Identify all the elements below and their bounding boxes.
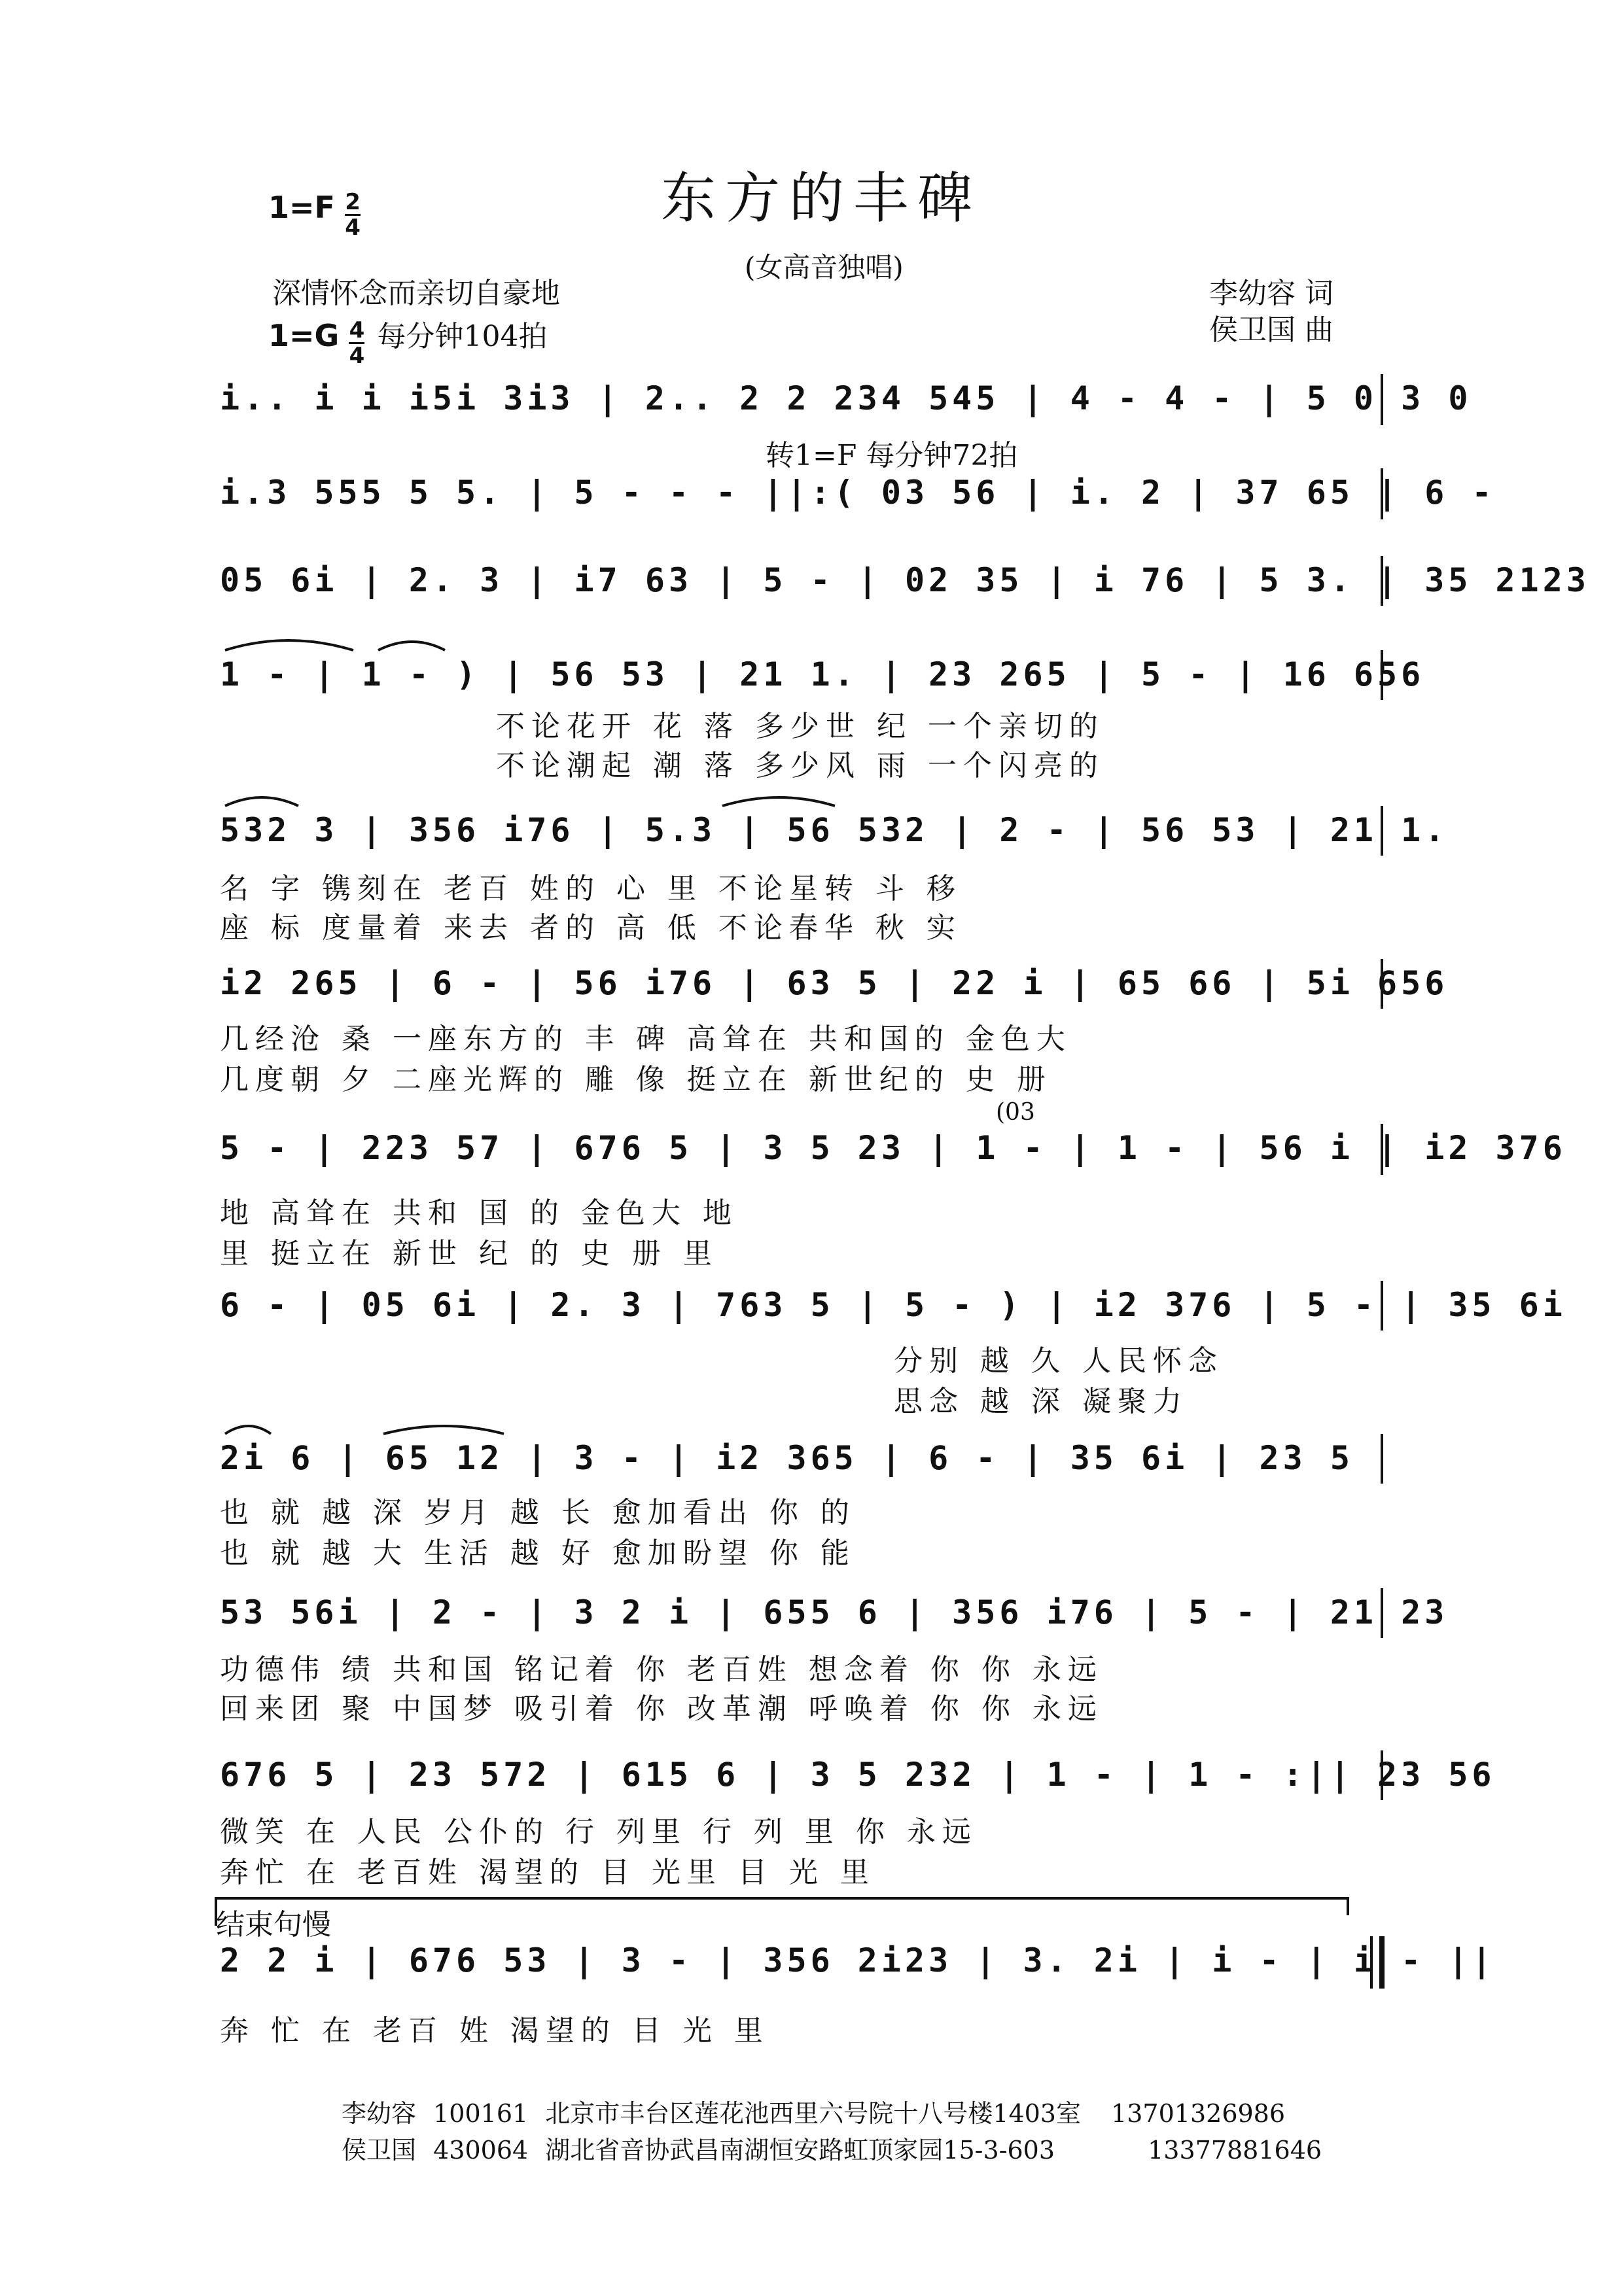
lyrics-row-10-verse-1: 功德伟 绩 共和国 铭记着 你 老百姓 想念着 你 你 永远 bbox=[220, 1653, 1103, 1686]
lyrics-row-6-verse-2: 几度朝 夕 二座光辉的 雕 像 挺立在 新世纪的 史 册 bbox=[220, 1063, 1052, 1096]
score-row-3: 05 6i | 2. 3 | i7 63 | 5 - | 02 35 | i 76 | 5 3. | 35 2123 bbox=[220, 561, 1590, 599]
lyricist-credit: 李幼容 词 bbox=[1209, 277, 1333, 310]
score-row-6: i2 265 | 6 - | 56 i76 | 63 5 | 22 i | 65 66 | 5i 656 bbox=[220, 964, 1449, 1002]
contact-address: 北京市丰台区莲花池西里六号院十八号楼1403室 bbox=[545, 2099, 1081, 2128]
score-row-8: 6 - | 05 6i | 2. 3 | 763 5 | 5 - ) | i2 376 | 5 - | 35 6i bbox=[220, 1286, 1566, 1324]
time-signature-2: $\frac{4}{4}$ bbox=[349, 317, 365, 369]
lyrics-row-11-verse-2: 奔忙 在 老百姓 渴望的 目 光里 目 光 里 bbox=[220, 1856, 875, 1889]
tempo-marking: 每分钟104拍 bbox=[377, 320, 548, 353]
contact-postcode: 100161 bbox=[433, 2099, 529, 2128]
song-subtitle: (女高音独唱) bbox=[745, 251, 904, 283]
lyrics-row-12: 奔 忙 在 老百 姓 渴望的 目 光 里 bbox=[220, 2014, 769, 2047]
key-signature-1 bbox=[268, 190, 361, 239]
song-title: 东方的丰碑 bbox=[661, 166, 982, 230]
composer-credit: 侯卫国 曲 bbox=[1209, 313, 1333, 347]
score-row-9: 2i 6 | 65 12 | 3 - | i2 365 | 6 - | 35 6i | 23 5 bbox=[220, 1439, 1354, 1477]
score-row-1: i.. i i i5i 3i3 | 2.. 2 2 234 545 | 4 - 4 - | 5 0 3 0 bbox=[220, 379, 1472, 417]
lyrics-row-5-verse-1: 名 字 镌刻在 老百 姓的 心 里 不论星转 斗 移 bbox=[220, 872, 962, 905]
time-signature-1: $\frac{2}{4}$ bbox=[345, 189, 361, 241]
lyrics-row-10-verse-2: 回来团 聚 中国梦 吸引着 你 改革潮 呼唤着 你 你 永远 bbox=[220, 1692, 1103, 1726]
lyrics-row-9-verse-1: 也 就 越 深 岁月 越 长 愈加看出 你 的 bbox=[220, 1496, 856, 1529]
score-row-7: 5 - | 223 57 | 676 5 | 3 5 23 | 1 - | 1 - | 56 i | i2 376 bbox=[220, 1129, 1566, 1167]
expression-marking: 深情怀念而亲切自豪地 bbox=[272, 277, 560, 310]
lyrics-row-8-verse-1: 分别 越 久 人民怀念 bbox=[894, 1344, 1224, 1378]
lyrics-row-11-verse-1: 微笑 在 人民 公仆的 行 列里 行 列 里 你 永远 bbox=[220, 1815, 978, 1849]
contact-postcode: 430064 bbox=[433, 2136, 529, 2165]
contact-address: 湖北省音协武昌南湖恒安路虹顶家园15-3-603 bbox=[545, 2136, 1055, 2165]
lyrics-row-5-verse-2: 座 标 度量着 来去 者的 高 低 不论春华 秋 实 bbox=[220, 911, 962, 945]
lyrics-row-9-verse-2: 也 就 越 大 生活 越 好 愈加盼望 你 能 bbox=[220, 1537, 856, 1570]
contact-phone: 13377881646 bbox=[1148, 2136, 1322, 2165]
score-row-4: 1 - | 1 - ) | 56 53 | 21 1. | 23 265 | 5 - | 16 656 bbox=[220, 655, 1425, 693]
score-row-2: i.3 555 5 5. | 5 - - - ||:( 03 56 | i. 2 | 37 65 | 6 - bbox=[220, 474, 1496, 512]
key-label: 1=G bbox=[268, 318, 340, 353]
lyrics-row-6-verse-1: 几经沧 桑 一座东方的 丰 碑 高耸在 共和国的 金色大 bbox=[220, 1022, 1072, 1056]
lyrics-row-4-verse-2: 不论潮起 潮 落 多少风 雨 一个闪亮的 bbox=[496, 749, 1104, 782]
score-row-5: 532 3 | 356 i76 | 5.3 | 56 532 | 2 - | 56 53 | 21 1. bbox=[220, 811, 1449, 849]
coda-marking: 结束句慢 bbox=[216, 1908, 331, 1941]
contact-line-1 bbox=[342, 2093, 1285, 2129]
contact-line-2 bbox=[342, 2130, 1322, 2166]
contact-phone: 13701326986 bbox=[1111, 2099, 1286, 2128]
key-label: 1=F bbox=[268, 190, 335, 225]
lyrics-row-7-verse-2: 里 挺立在 新世 纪 的 史 册 里 bbox=[220, 1237, 718, 1270]
score-row-12: 2 2 i | 676 53 | 3 - | 356 2i23 | 3. 2i | i - | i - || bbox=[220, 1941, 1496, 1979]
score-row-11: 676 5 | 23 572 | 615 6 | 3 5 232 | 1 - | 1 - :|| 23 56 bbox=[220, 1756, 1496, 1794]
key-signature-2 bbox=[268, 313, 547, 368]
modulation-marking: 转1=F 每分钟72拍 bbox=[766, 439, 1018, 472]
contact-name: 侯卫国 bbox=[342, 2136, 417, 2165]
score-row-10: 53 56i | 2 - | 3 2 i | 655 6 | 356 i76 | 5 - | 21 23 bbox=[220, 1593, 1449, 1631]
lyrics-row-8-verse-2: 思念 越 深 凝聚力 bbox=[894, 1385, 1188, 1418]
lyrics-row-7-verse-1: 地 高耸在 共和 国 的 金色大 地 bbox=[220, 1196, 738, 1230]
lyrics-row-4-verse-1: 不论花开 花 落 多少世 纪 一个亲切的 bbox=[496, 710, 1104, 743]
contact-name: 李幼容 bbox=[342, 2099, 417, 2128]
pickup-marking: (03 bbox=[996, 1099, 1035, 1126]
